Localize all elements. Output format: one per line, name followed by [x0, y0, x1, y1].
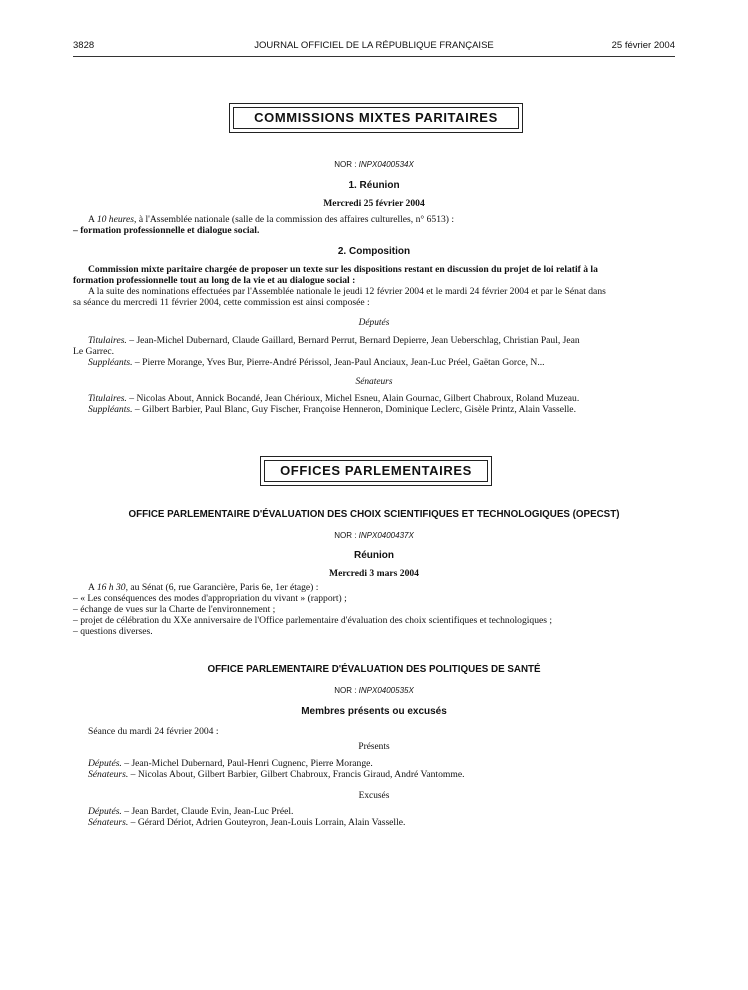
opecst-item: – « Les conséquences des modes d'appropriation du vivant » (rapport) ;	[73, 593, 347, 604]
opecst-reunion-heading: Réunion	[354, 550, 394, 561]
names: – Jean Bardet, Claude Evin, Jean-Luc Préel.	[121, 806, 294, 817]
presents-heading: Présents	[358, 742, 390, 752]
senateurs-heading: Sénateurs	[355, 377, 393, 387]
reunion-item: – formation professionnelle et dialogue social.	[73, 225, 260, 236]
opecst-item: – échange de vues sur la Charte de l'environnement ;	[73, 604, 276, 615]
senateurs-suppleants	[73, 404, 675, 415]
deputes-titulaires	[73, 335, 675, 346]
sante-nor	[73, 686, 675, 695]
label: Suppléants.	[88, 357, 133, 368]
reunion-line-b: , à l'Assemblée nationale (salle de la commission des affaires culturelles, n° 6513) :	[134, 214, 455, 225]
excuses-deputes	[73, 806, 675, 817]
nor-code: INPX0400437X	[358, 531, 414, 540]
opecst-item: – projet de célébration du XXe anniversaire de l'Office parlementaire d'évaluation des choix scientifiques et technologiques ;	[73, 615, 553, 626]
senateurs-titulaires	[73, 393, 675, 404]
nor-code: INPX0400535X	[358, 686, 414, 695]
composition-bold-1: Commission mixte paritaire chargée de proposer un texte sur les dispositions restant en discussion du projet de loi relatif à la	[88, 264, 598, 275]
reunion-date: Mercredi 25 février 2004	[323, 198, 425, 209]
sante-title: OFFICE PARLEMENTAIRE D'ÉVALUATION DES POLITIQUES DE SANTÉ	[207, 664, 541, 675]
page-number: 3828	[73, 40, 95, 51]
presents-senateurs	[73, 769, 675, 780]
opecst-item: – questions diverses.	[73, 626, 153, 637]
sante-members-heading: Membres présents ou excusés	[301, 706, 447, 717]
names: – Jean-Michel Dubernard, Paul-Henri Cugnenc, Pierre Morange.	[121, 758, 373, 769]
reunion-agenda	[73, 214, 675, 225]
names: – Nicolas About, Gilbert Barbier, Gilbert Chabroux, Francis Giraud, André Vantomme.	[128, 769, 465, 780]
opecst-reunion-date: Mercredi 3 mars 2004	[329, 568, 419, 579]
deputes-suppleants	[73, 357, 675, 368]
deputes-heading: Députés	[358, 318, 390, 328]
journal-title: JOURNAL OFFICIEL DE LA RÉPUBLIQUE FRANÇAISE	[254, 40, 494, 51]
nor-label: NOR :	[334, 686, 357, 695]
nor-label: NOR :	[334, 531, 357, 540]
cmp-section-title: COMMISSIONS MIXTES PARITAIRES	[233, 107, 519, 129]
header-date: 25 février 2004	[611, 40, 675, 51]
line-a: A	[88, 582, 95, 593]
reunion-time: 10 heures	[96, 214, 135, 225]
reunion-heading: 1. Réunion	[348, 180, 400, 191]
sante-seance: Séance du mardi 24 février 2004 :	[88, 726, 219, 737]
composition-text-2: sa séance du mercredi 11 février 2004, cette commission est ainsi composée :	[73, 297, 370, 308]
label: Sénateurs.	[88, 817, 129, 828]
excuses-heading: Excusés	[358, 791, 390, 801]
composition-text-1: A la suite des nominations effectuées par l'Assemblée nationale le jeudi 12 février 2004 et le mardi 24 février 2004 et par le Sénat dans	[88, 286, 606, 297]
label: Titulaires.	[88, 393, 127, 404]
presents-deputes	[73, 758, 675, 769]
composition-bold-2: formation professionnelle tout au long de la vie et au dialogue social :	[73, 275, 356, 286]
offices-section-title: OFFICES PARLEMENTAIRES	[264, 460, 488, 482]
opecst-agenda-intro	[73, 582, 675, 593]
excuses-senateurs	[73, 817, 675, 828]
label: Députés.	[88, 806, 122, 817]
reunion-line-a: A	[88, 214, 95, 225]
label: Titulaires.	[88, 335, 127, 346]
names: – Gérard Dériot, Adrien Gouteyron, Jean-Louis Lorrain, Alain Vasselle.	[128, 817, 406, 828]
label: Députés.	[88, 758, 122, 769]
opecst-nor	[73, 531, 675, 540]
composition-heading: 2. Composition	[337, 246, 411, 257]
names: – Nicolas About, Annick Bocandé, Jean Chérioux, Michel Esneu, Alain Gournac, Gilbert Chabroux, Roland Muzeau.	[126, 393, 580, 404]
nor-code: INPX0400534X	[358, 160, 414, 169]
time: 16 h 30	[96, 582, 126, 593]
label: Sénateurs.	[88, 769, 129, 780]
line-b: , au Sénat (6, rue Garancière, Paris 6e, 1er étage) :	[125, 582, 319, 593]
opecst-title: OFFICE PARLEMENTAIRE D'ÉVALUATION DES CHOIX SCIENTIFIQUES ET TECHNOLOGIQUES (OPECST)	[128, 509, 620, 520]
header-rule	[73, 56, 675, 57]
label: Suppléants.	[88, 404, 133, 415]
deputes-titulaires-cont: Le Garrec.	[73, 346, 115, 357]
names: – Gilbert Barbier, Paul Blanc, Guy Fischer, Françoise Henneron, Dominique Leclerc, Gisèle Printz, Alain Vasselle.	[132, 404, 576, 415]
names: – Jean-Michel Dubernard, Claude Gaillard, Bernard Perrut, Bernard Depierre, Jean Ueberschlag, Christian Paul, Jean	[126, 335, 580, 346]
nor-label: NOR :	[334, 160, 357, 169]
cmp-nor	[73, 160, 675, 169]
names: – Pierre Morange, Yves Bur, Pierre-André Périssol, Jean-Paul Anciaux, Jean-Luc Préel, Gaëtan Gorce, N...	[132, 357, 545, 368]
